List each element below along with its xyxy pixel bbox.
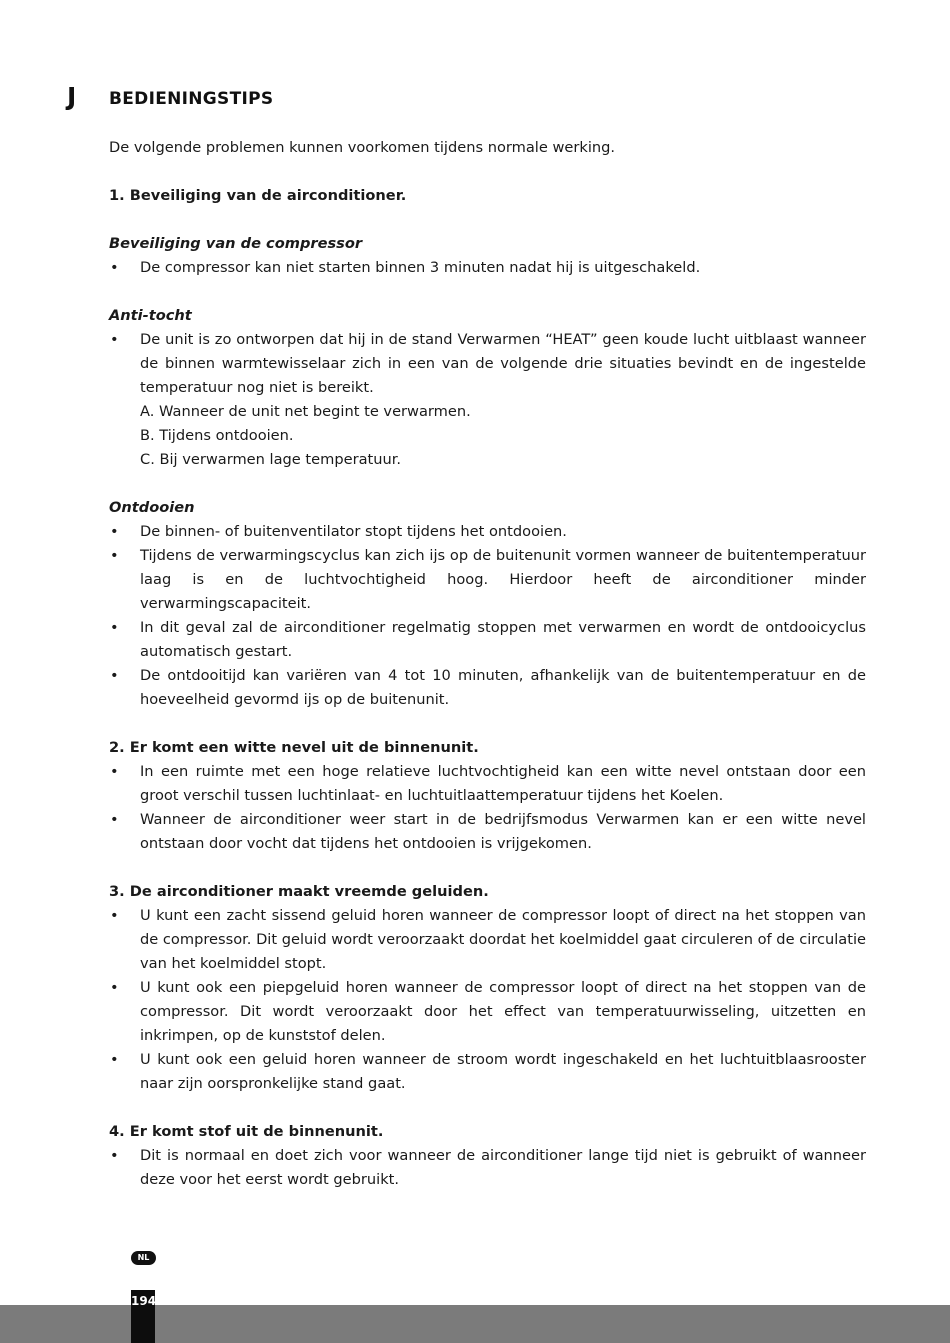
bullet-list bbox=[109, 904, 866, 1096]
bullet-item: • Wanneer de airconditioner weer start in de bedrijfsmodus Verwarmen kan er een witte nevel ontstaan door vocht dat tijdens het ontdooien is vrijgekomen. bbox=[109, 808, 866, 856]
subsection-heading: Ontdooien bbox=[109, 499, 195, 516]
section-2 bbox=[109, 736, 866, 856]
bullet-item: • De ontdooitijd kan variëren van 4 tot 10 minuten, afhankelijk van de buitentemperatuur en de hoeveelheid gevormd ijs op de buitenunit. bbox=[109, 664, 866, 712]
bullet-item: • Dit is normaal en doet zich voor wanneer de airconditioner lange tijd niet is gebruikt of wanneer deze voor het eerst wordt gebruikt. bbox=[109, 1144, 866, 1192]
section-heading: 2. Er komt een witte nevel uit de binnenunit. bbox=[109, 739, 479, 756]
bullet-item bbox=[109, 328, 866, 472]
section-4 bbox=[109, 1120, 866, 1192]
bullet-item: • U kunt een zacht sissend geluid horen wanneer de compressor loopt of direct na het stoppen van de compressor. Dit geluid wordt veroorzaakt doordat het koelmiddel gaat circuleren of de circulatie van het koelmiddel stopt. bbox=[109, 904, 866, 976]
sub-item: A. Wanneer de unit net begint te verwarmen. bbox=[140, 403, 471, 420]
subsection-heading: Anti-tocht bbox=[109, 307, 192, 324]
bullet-item: • U kunt ook een piepgeluid horen wanneer de compressor loopt of direct na het stoppen van de compressor. Dit wordt veroorzaakt door het effect van temperatuurwisseling, uitzetten en inkrimpen, op de kunststof delen. bbox=[109, 976, 866, 1048]
section-letter: J bbox=[67, 82, 77, 111]
section-heading: 3. De airconditioner maakt vreemde geluiden. bbox=[109, 883, 489, 900]
section-3 bbox=[109, 880, 866, 1096]
section-heading: 1. Beveiliging van de airconditioner. bbox=[109, 187, 407, 204]
bullet-item: • Tijdens de verwarmingscyclus kan zich ijs op de buitenunit vormen wanneer de buitentemperatuur laag is en de luchtvochtigheid hoog. Hierdoor heeft de airconditioner minder verwarmingscapaciteit. bbox=[109, 544, 866, 616]
section-1 bbox=[109, 184, 866, 712]
bullet-item: • U kunt ook een geluid horen wanneer de stroom wordt ingeschakeld en het luchtuitblaasrooster naar zijn oorspronkelijke stand gaat. bbox=[109, 1048, 866, 1096]
sub-item: B. Tijdens ontdooien. bbox=[140, 427, 294, 444]
bullet-list bbox=[109, 328, 866, 472]
subsection-heading: Beveiliging van de compressor bbox=[109, 235, 363, 252]
language-badge: NL bbox=[131, 1251, 156, 1265]
bullet-item: • In dit geval zal de airconditioner regelmatig stoppen met verwarmen en wordt de ontdooicyclus automatisch gestart. bbox=[109, 616, 866, 664]
bullet-text: De unit is zo ontworpen dat hij in de stand Verwarmen “HEAT” geen koude lucht uitblaast wanneer de binnen warmtewisselaar zich in een van de volgende drie situaties bevindt en de ingestelde temperatuur nog niet is bereikt. bbox=[140, 331, 866, 396]
intro-text: De volgende problemen kunnen voorkomen tijdens normale werking. bbox=[109, 139, 616, 156]
sub-item: C. Bij verwarmen lage temperatuur. bbox=[140, 451, 402, 468]
bullet-list bbox=[109, 760, 866, 856]
document-body bbox=[109, 136, 866, 1192]
bullet-item: • De compressor kan niet starten binnen 3 minuten nadat hij is uitgeschakeld. bbox=[109, 256, 866, 280]
bullet-item: • De binnen- of buitenventilator stopt tijdens het ontdooien. bbox=[109, 520, 866, 544]
page-number: 194 bbox=[131, 1290, 155, 1343]
page-title: BEDIENINGSTIPS bbox=[109, 89, 274, 109]
bullet-list bbox=[109, 256, 866, 280]
bullet-list bbox=[109, 1144, 866, 1192]
bullet-list bbox=[109, 520, 866, 712]
section-heading: 4. Er komt stof uit de binnenunit. bbox=[109, 1123, 384, 1140]
bullet-item: • In een ruimte met een hoge relatieve luchtvochtigheid kan een witte nevel ontstaan door een groot verschil tussen luchtinlaat- en luchtuitlaattemperatuur tijdens het Koelen. bbox=[109, 760, 866, 808]
